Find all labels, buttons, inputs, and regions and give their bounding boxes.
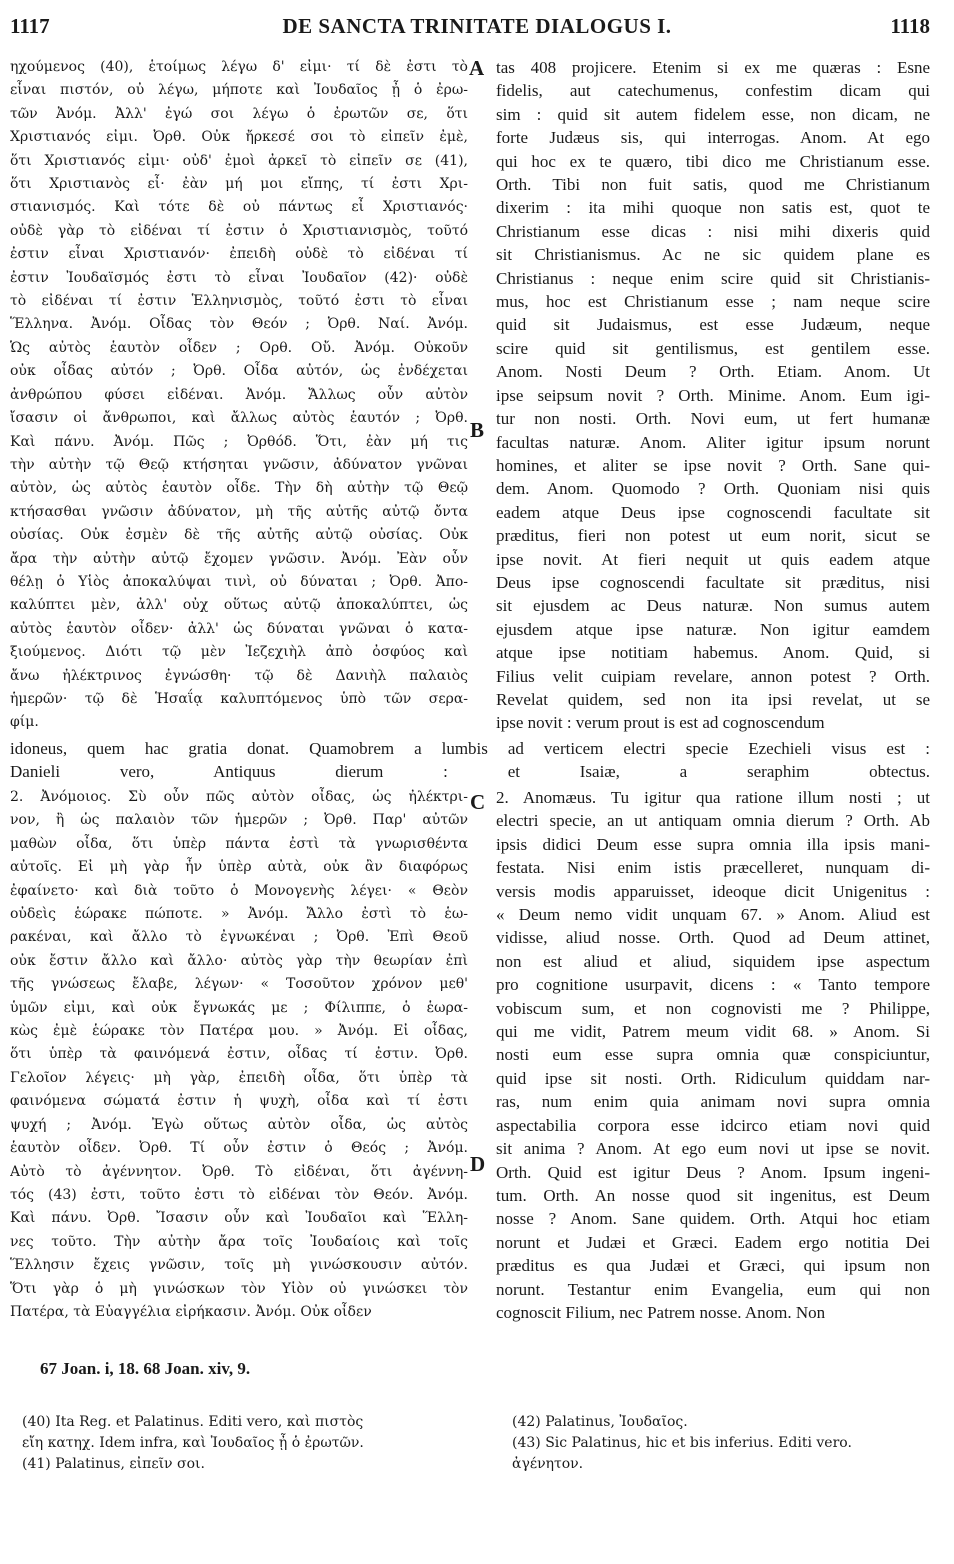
latin-text-line: ras, num enim quia animam novi supra omnia bbox=[496, 1092, 930, 1112]
latin-text-line: tur non nosti. Orth. Novi eum, ut fert humanæ bbox=[496, 409, 930, 429]
latin-text-line: dixerim : ita mihi quoque non satis est, quot te bbox=[496, 198, 930, 218]
greek-text-line: ἐστιν Ἰουδαϊσμός ἐστι τὸ εἶναι Ἰουδαῖον (42)· οὐδὲ bbox=[10, 269, 468, 286]
greek-text-line: ξιούμενος. Διότι τῷ μὲν Ἰεζεχιὴλ ἀπὸ ὀσφύος καὶ bbox=[10, 644, 468, 661]
latin-text-line: cognoscit Filium, nec Patrem nosse. Anom. Non bbox=[496, 1302, 826, 1322]
latin-text-line: « Deum nemo vidit unquam 67. » Anom. Aliud est bbox=[496, 905, 930, 925]
latin-text-line: præditus, fieri non potest ut eum norit, sicut se bbox=[496, 526, 930, 546]
latin-text-line: ipse novit : verum prout is est ad cognoscendum bbox=[496, 713, 825, 733]
greek-text-line: ἀνθρώπου φύσει εἰδέναι. Ἀνόμ. Ἄλλως οὖν αὐτὸν bbox=[10, 386, 468, 403]
latin-text-line: quid ipse sit nosti. Orth. Ridiculum quiddam nar- bbox=[496, 1068, 930, 1088]
greek-text-line: νον, ἢ ὡς παλαιὸν τῶν ἡμερῶν ; Ὀρθ. Παρ' αὐτῶν bbox=[10, 812, 468, 829]
right-column-number: 1118 bbox=[890, 14, 930, 38]
latin-text-line: quid sit Judaismus, est esse Judæum, neque bbox=[496, 315, 930, 335]
greek-text-line: ἄρα τὴν αὐτὴν αὐτῷ ἔχομεν γνῶσιν. Ἀνόμ. Ἐὰν οὖν bbox=[10, 550, 468, 567]
margin-marker-c: C bbox=[470, 790, 486, 814]
greek-text-line: ρακέναι, καὶ ἄλλο τὸ ἐγνωκέναι ; Ὀρθ. Ἐπὶ Θεοῦ bbox=[10, 929, 468, 946]
left-column-number: 1117 bbox=[10, 14, 50, 38]
greek-text-line: οὐδὲ γὰρ τὸ εἰδέναι τί ἐστιν ὁ Χριστιανισμὸς, τοῦτό bbox=[10, 222, 468, 239]
greek-text-line: Γελοῖον λέγεις· μὴ γὰρ, ἐπειδὴ οἶδα, ὅτι ὑπὲρ τὰ bbox=[10, 1069, 468, 1086]
latin-text-line: 2. Anomæus. Tu igitur qua ratione illum nosti ; ut bbox=[496, 788, 930, 807]
greek-text-line: οὐσίας. Οὐκ ἐσμὲν δὲ τῆς αὐτῆς αὐτῷ οὐσίας. Οὐκ bbox=[10, 527, 468, 544]
footnote-line: (43) Sic Palatinus, hic et bis inferius. Editi vero. bbox=[512, 1435, 852, 1451]
greek-text-line: ηχούμενος (40), ἑτοίμως λέγω δ' εἰμι· τί δὲ ἐστι τὸ bbox=[10, 59, 468, 75]
latin-text-line: sit Christianismus. Ac ne sic quidem plane es bbox=[496, 245, 930, 265]
greek-text-line: Ἕλλησιν ἔχεις γνῶσιν, τοῖς μὴ γινώσκουσιν αὐτόν. bbox=[10, 1257, 468, 1274]
greek-text-line: ὅτι ὑπὲρ τὰ φαινόμενά ἐστιν, οἶδας τί ἐστιν. Ὀρθ. bbox=[10, 1046, 468, 1063]
latin-column-1 bbox=[496, 56, 930, 735]
latin-text-line: homines, et aliter se ipse novit ? Orth. Sane qui- bbox=[496, 455, 930, 475]
greek-text-line: τὸ εἰδέναι τί ἐστιν Ἑλληνισμὸς, τοῦτό ἐστι τὸ εἶναι bbox=[10, 293, 468, 310]
greek-text-line: τὴν αὐτὴν τῷ Θεῷ κτήσηται γνῶσιν, ἀδύνατον γνῶναι bbox=[10, 456, 468, 473]
greek-text-line: Χριστιανός εἰμι. Ὀρθ. Οὐκ ἤρκεσέ σοι τὸ εἰπεῖν ἐμὲ, bbox=[10, 129, 468, 146]
latin-text-line: scire quid sit gentilismus, est gentilem esse. bbox=[496, 338, 930, 358]
full-width-text-line: idoneus, quem hac gratia donat. Quamobrem a lumbis ad verticem electri specie Ezechieli visus est : bbox=[10, 739, 930, 758]
greek-text-line: στιανισμός. Καὶ τότε δὲ οὐ πάντως εἶ Χριστιανός· bbox=[10, 199, 468, 216]
greek-text-line: Αὐτὸ τὸ ἀγέννητον. Ὀρθ. Τὸ εἰδέναι, ὅτι ἀγέννη- bbox=[10, 1163, 468, 1180]
greek-text-line: αὐτοῖς. Εἰ μὴ γὰρ ἦν ὑπὲρ αὐτὰ, οὐκ ἂν διαφόρως bbox=[10, 859, 468, 876]
greek-text-line: ὑμῶν εἰμι, καὶ οὐκ ἔγνωκάς με ; Φίλιππε, ὁ ἑωρα- bbox=[10, 999, 468, 1016]
greek-text-line: Καὶ πάνυ. Ὀρθ. Ἴσασιν οὖν καὶ Ἰουδαῖοι καὶ Ἕλλη- bbox=[10, 1210, 468, 1227]
greek-text-line: αὐτὸν, ὡς αὐτὸς ἑαυτὸν οἶδε. Τὴν δὴ αὐτὴν τῷ Θεῷ bbox=[10, 480, 468, 497]
footnote-line: (42) Palatinus, Ἰουδαῖος. bbox=[512, 1414, 688, 1430]
latin-text-line: Filius velit cuipiam revelare, annon potest ? Orth. bbox=[496, 666, 930, 686]
greek-text-line: φαινόμενα σώματά ἐστιν ἡ ψυχὴ, οἶδα καὶ τί ἐστι bbox=[10, 1093, 468, 1110]
latin-text-line: Orth. Quid est igitur Deus ? Anom. Ipsum ingeni- bbox=[496, 1162, 930, 1182]
margin-marker-a: A bbox=[469, 56, 485, 80]
latin-column-2 bbox=[496, 786, 930, 1324]
latin-text-line: forte Judæus sis, qui interrogas. Anom. At ego bbox=[496, 128, 930, 148]
footnote-line: (40) Ita Reg. et Palatinus. Editi vero, καὶ πιστὸς bbox=[22, 1414, 364, 1430]
latin-text-line: Revelat quidem, sed non ita ipsi revelat, ut se bbox=[496, 689, 930, 709]
latin-text-line: sim : quid sit autem fidelem esse, non dicam, ne bbox=[496, 104, 930, 124]
footnote-line: ἀγένητον. bbox=[512, 1456, 584, 1472]
latin-text-line: festata. Nisi enim istis præcelleret, nunquam di- bbox=[496, 858, 930, 878]
latin-text-line: vobiscum sum, et non cognovisti me ? Philippe, bbox=[496, 998, 930, 1018]
footnotes-right bbox=[512, 1412, 932, 1475]
latin-text-line: atque ipse notitiam habemus. Anom. Quid, si bbox=[496, 643, 930, 663]
greek-text-line: εἶναι πιστόν, οὐ λέγω, μήποτε καὶ Ἰουδαῖος ᾖ ὁ ἐρω- bbox=[10, 82, 468, 99]
latin-text-line: dem. Anom. Quomodo ? Orth. Quoniam nisi quis bbox=[496, 479, 930, 499]
scripture-reference-line: 67 Joan. i, 18. 68 Joan. xiv, 9. bbox=[40, 1359, 251, 1378]
latin-text-line: mus, hoc est Christianum esse ; nam neque scire bbox=[496, 292, 930, 312]
greek-text-line: νες τοῦτο. Τὴν αὐτὴν ἄρα τοῖς Ἰουδαίοις καὶ τοῖς bbox=[10, 1233, 468, 1250]
latin-text-line: Christianum esse dicas : nisi mihi dixeris quid bbox=[496, 221, 930, 241]
greek-text-line: ὅτι Χριστιανός εἰμι· οὐδ' ἐμοὶ ἀρκεῖ τὸ εἰπεῖν σε (41), bbox=[10, 152, 468, 169]
greek-column-2 bbox=[10, 786, 468, 1324]
greek-text-line: ἴσασιν οἱ ἄνθρωποι, καὶ ἄλλως αὐτὸς ἑαυτόν ; Ὀρθ. bbox=[10, 410, 468, 427]
latin-text-line: aspectabilia corpora esse idcirco etiam novi quid bbox=[496, 1115, 930, 1135]
greek-text-line: ἄνω ἠλέκτρινος ἐγνώσθη· τῷ δὲ Δανιὴλ παλαιὸς bbox=[10, 667, 468, 684]
greek-text-line: Ὅτι γὰρ ὁ μὴ γινώσκων τὸν Υἱὸν οὐ γινώσκει τὸν bbox=[10, 1280, 468, 1297]
greek-text-line: Καὶ πάνυ. Ἀνόμ. Πῶς ; Ὀρθόδ. Ὅτι, ἐὰν μή τις bbox=[10, 433, 468, 450]
latin-text-line: sit ejusdem ac Deus naturæ. Non sumus autem bbox=[496, 596, 930, 616]
greek-text-line: τῶν Ἀνόμ. Ἀλλ' ἐγώ σοι λέγω ὁ ἐρωτῶν σε, ὅτι bbox=[10, 105, 468, 122]
footnotes-left bbox=[22, 1412, 482, 1475]
greek-text-line: κτήσασθαι γνῶσιν ἀδύνατον, μὴ τῆς αὐτῆς αὐτῷ ὄντα bbox=[10, 503, 468, 520]
latin-text-line: qui me vidit, Patrem meum vidit 68. » Anom. Si bbox=[496, 1022, 930, 1042]
latin-text-line: ipse seipsum novit ? Orth. Minime. Anom. Eum igi- bbox=[496, 385, 930, 405]
greek-text-line: ψυχή ; Ἀνόμ. Ἐγὼ οὕτως αὐτὸν οἶδα, ὡς αὐτὸς bbox=[10, 1116, 468, 1133]
latin-text-line: facultas naturæ. Anom. Aliter igitur ipsum norunt bbox=[496, 432, 930, 452]
latin-text-line: ejusdem atque ipse naturæ. Non igitur eamdem bbox=[496, 619, 930, 639]
latin-text-line: Anom. Nosti Deum ? Orth. Etiam. Anom. Ut bbox=[496, 362, 930, 382]
greek-text-line: τῆς γνώσεως ἔλαβε, λέγων· « Τοσοῦτον χρόνον μεθ' bbox=[10, 976, 468, 993]
greek-text-line: ἡμερῶν· τῷ δὲ Ἡσαΐᾳ καλυπτόμενος ὑπὸ τῶν σερα- bbox=[10, 690, 468, 707]
margin-marker-d: D bbox=[470, 1152, 486, 1176]
latin-text-line: qui hoc ex te quæro, tibi dico me Christianum esse. bbox=[496, 151, 930, 171]
latin-text-line: ipse novit. At fieri nequit ut quis eadem atque bbox=[496, 549, 930, 569]
latin-text-line: norunt et Judæi et Græci. Eadem ergo notitia Dei bbox=[496, 1232, 930, 1252]
footnote-line: εἴη κατηχ. Idem infra, καὶ Ἰουδαῖος ᾖ ὁ ἐρωτῶν. bbox=[22, 1435, 364, 1451]
greek-text-line: ἑαυτὸν οἶδεν. Ὀρθ. Τί οὖν ἐστιν ὁ Θεός ; Ἀνόμ. bbox=[10, 1140, 468, 1157]
greek-text-line: ἐστιν εἶναι Χριστιανόν· ἐπειδὴ οὐδὲ τὸ εἰδέναι τί bbox=[10, 246, 468, 263]
scripture-references bbox=[40, 1358, 250, 1379]
full-width-latin bbox=[10, 737, 930, 784]
greek-text-line: Πατέρα, τὰ Εὐαγγέλια εἰρήκασιν. Ἀνόμ. Οὐκ οἶδεν bbox=[10, 1303, 372, 1320]
greek-text-line: Ἕλληνα. Ἀνόμ. Οἶδας τὸν Θεόν ; Ὀρθ. Ναί. Ἀνόμ. bbox=[10, 316, 468, 333]
latin-text-line: electri specie, an ut antiquam omnia dierum ? Orth. Ab bbox=[496, 811, 930, 831]
latin-text-line: Christianus : neque enim scire quid sit Christianis- bbox=[496, 268, 930, 288]
greek-column-1 bbox=[10, 56, 468, 735]
greek-text-line: Ὡς αὐτὸς ἑαυτὸν οἶδεν ; Ορθ. Οὔ. Ἀνόμ. Οὐκοῦν bbox=[10, 339, 468, 356]
greek-text-line: ὅτι Χριστιανὸς εἶ· ἐὰν μή μοι εἴπης, τί ἐστι Χρι- bbox=[10, 176, 468, 193]
full-width-text-line: Danieli vero, Antiquus dierum : et Isaiæ, a seraphim obtectus. bbox=[10, 762, 930, 782]
latin-text-line: nosti eum esse supra omnia quæ conspiciuntur, bbox=[496, 1045, 930, 1065]
greek-text-line: οὐκ ἔστιν ἄλλο καὶ ἄλλο· αὐτὸς γὰρ τὴν θεωρίαν ἐπὶ bbox=[10, 952, 468, 969]
greek-text-line: θέλῃ ὁ Υἱὸς ἀποκαλύψαι τινὶ, οὐ δύναται ; Ὀρθ. Ἀπο- bbox=[10, 573, 468, 590]
latin-text-line: Deus ipse cognoscendi facultate sit præditus, nisi bbox=[496, 572, 930, 592]
greek-text-line: καλύπτει μὲν, ἀλλ' οὐχ οὕτως αὐτῷ ἀποκαλύπτει, ὡς bbox=[10, 597, 468, 614]
latin-text-line: ipsis didici Deum esse supra omnia illa ipsis mani- bbox=[496, 834, 930, 854]
latin-text-line: non est aliud et aliud, siquidem ipse aspectum bbox=[496, 951, 930, 971]
latin-text-line: sit anima ? Anom. At ego eum novi ut ipse se novit. bbox=[496, 1139, 930, 1159]
greek-text-line: οὐδεὶς ἑώρακε πώποτε. » Ἀνόμ. Ἄλλο ἐστὶ τὸ ἑω- bbox=[10, 906, 468, 923]
page-header bbox=[0, 14, 954, 44]
greek-text-line: ἐφαίνετο· καὶ διὰ τοῦτο ὁ Μονογενὴς λέγει· « Θεὸν bbox=[10, 882, 468, 899]
latin-text-line: nosse ? Anom. Sane quidem. Orth. Atqui hoc etiam bbox=[496, 1209, 930, 1229]
greek-text-line: κὼς ἐμὲ ἑώρακε τὸν Πατέρα μου. » Ἀνόμ. Εἰ οἶδας, bbox=[10, 1023, 468, 1040]
latin-text-line: tum. Orth. An nosse quod sit ingenitus, est Deum bbox=[496, 1185, 930, 1205]
latin-text-line: Orth. Tibi non fuit satis, quod me Christianum bbox=[496, 175, 930, 195]
latin-text-line: versis modis apparuisset, ideoque dicit Unigenitus : bbox=[496, 881, 930, 901]
greek-text-line: φίμ. bbox=[10, 714, 39, 731]
running-title: DE SANCTA TRINITATE DIALOGUS I. bbox=[282, 14, 672, 38]
latin-text-line: fidelis, aut catechumenus, confestim dicam qui bbox=[496, 81, 930, 101]
greek-text-line: αὐτὸς ἑαυτὸν οἶδεν· ἀλλ' ὡς δύναται γνῶναι ὁ κατα- bbox=[10, 620, 468, 637]
greek-text-line: μαθὼν οἶδα, ὅτι ὑπὲρ πάντα ἐστὶ τὰ γνωρισθέντα bbox=[10, 835, 468, 852]
latin-text-line: pro cognitione usurpavit, dicens : « Tanto tempore bbox=[496, 975, 930, 995]
latin-text-line: vidisse, aliud nosse. Orth. Quod ad Deum attinet, bbox=[496, 928, 930, 948]
latin-text-line: norunt. Testantur enim Evangelia, eum qui non bbox=[496, 1279, 930, 1299]
greek-text-line: οὐκ οἶδας αὐτόν ; Ὀρθ. Οἶδα αὐτόν, ὡς ἐνδέχεται bbox=[10, 363, 468, 380]
margin-marker-b: B bbox=[470, 418, 485, 442]
latin-text-line: præditus es qua Judæi et Græci, qui ipsum non bbox=[496, 1256, 930, 1276]
greek-text-line: τός (43) ἐστι, τοῦτο ἐστι τὸ εἰδέναι τὸν Θεόν. Ἀνόμ. bbox=[10, 1186, 468, 1203]
greek-text-line: 2. Ἀνόμοιος. Σὺ οὖν πῶς αὐτὸν οἶδας, ὡς ἠλέκτρι- bbox=[10, 789, 468, 805]
latin-text-line: eadem atque Deus ipse cognoscendi facultate sit bbox=[496, 502, 930, 522]
footnote-line: (41) Palatinus, εἰπεῖν σοι. bbox=[22, 1456, 205, 1472]
latin-text-line: tas 408 projicere. Etenim si ex me quæras : Esne bbox=[496, 58, 930, 77]
